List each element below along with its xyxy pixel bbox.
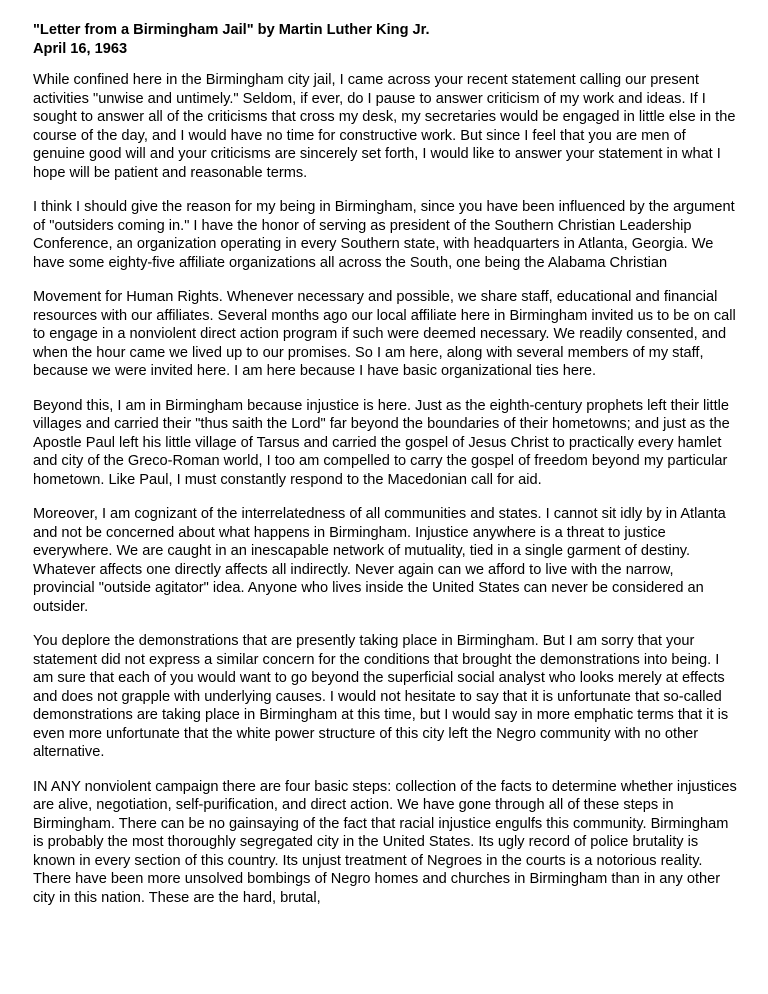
paragraph-2: I think I should give the reason for my being in Birmingham, since you have been influenced by the argument of "outsiders coming in." I have the honor of serving as president of the Southern Christian Leadership Conference, an organization operating in every Southern state, with headquarters in Atlanta, Georgia. We have some eighty-five affiliate organizations all across the South, one being the Alabama Christian <box>33 199 735 271</box>
document-header <box>33 21 739 58</box>
paragraph-1: While confined here in the Birmingham city jail, I came across your recent statement calling our present activities "unwise and untimely." Seldom, if ever, do I pause to answer criticism of my work and ideas. If I sought to answer all of the criticisms that cross my desk, my secretaries would be engaged in little else in the course of the day, and I would have no time for constructive work. But since I feel that you are men of genuine good will and your criticisms are sincerely set forth, I would like to answer your statement in what I hope will be patient and reasonable terms. <box>33 72 736 181</box>
paragraph-6: You deplore the demonstrations that are presently taking place in Birmingham. But I am sorry that your statement did not express a similar concern for the conditions that brought the demonstrations into being. I am sure that each of you would want to go beyond the superficial social analyst who looks merely at effects and does not grapple with underlying causes. I would not hesitate to say that it is unfortunate that so-called demonstrations are taking place in Birmingham at this time, but I would say in more emphatic terms that it is even more unfortunate that the white power structure of this city left the Negro community with no other alternative. <box>33 633 729 760</box>
paragraph-5: Moreover, I am cognizant of the interrelatedness of all communities and states. I cannot sit idly by in Atlanta and not be concerned about what happens in Birmingham. Injustice anywhere is a threat to justice everywhere. We are caught in an inescapable network of mutuality, tied in a single garment of destiny. Whatever affects one directly affects all indirectly. Never again can we afford to live with the narrow, provincial "outside agitator" idea. Anyone who lives inside the United States can never be considered an outsider. <box>33 506 726 615</box>
document-title: "Letter from a Birmingham Jail" by Martin Luther King Jr. <box>33 22 430 38</box>
paragraph-3: Movement for Human Rights. Whenever necessary and possible, we share staff, educational and financial resources with our affiliates. Several months ago our local affiliate here in Birmingham invited us to be on call to engage in a nonviolent direct action program if such were deemed necessary. We readily consented, and when the hour came we lived up to our promises. So I am here, along with several members of my staff, because we were invited here. I am here because I have basic organizational ties here. <box>33 289 736 379</box>
paragraph-4: Beyond this, I am in Birmingham because injustice is here. Just as the eighth-century prophets left their little villages and carried their "thus saith the Lord" far beyond the boundaries of their hometowns; and just as the Apostle Paul left his little village of Tarsus and carried the gospel of Jesus Christ to practically every hamlet and city of the Greco-Roman world, I too am compelled to carry the gospel of freedom beyond my particular hometown. Like Paul, I must constantly respond to the Macedonian call for aid. <box>33 397 730 488</box>
paragraph-7: IN ANY nonviolent campaign there are four basic steps: collection of the facts to determine whether injustices are alive, negotiation, self-purification, and direct action. We have gone through all of these steps in Birmingham. There can be no gainsaying of the fact that racial injustice engulfs this community. Birmingham is probably the most thoroughly segregated city in the United States. Its ugly record of police brutality is known in every section of this country. Its unjust treatment of Negroes in the courts is a notorious reality. There have been more unsolved bombings of Negro homes and churches in Birmingham than in any other city in this nation. These are the hard, brutal, <box>33 778 737 906</box>
document-page <box>33 21 739 923</box>
document-date: April 16, 1963 <box>33 40 128 57</box>
